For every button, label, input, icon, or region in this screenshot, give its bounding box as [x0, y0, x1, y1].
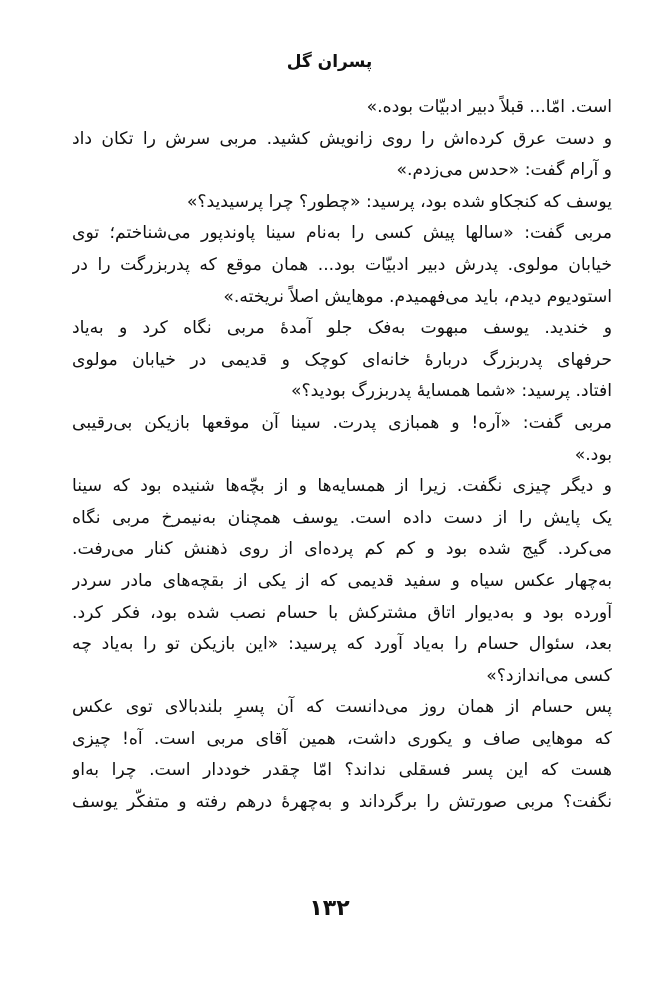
page-number: ۱۳۲ [309, 896, 350, 921]
text-line: مربی گفت: «سالها پیش کسی را به‌نام سینا پاوندپور می‌شناختم؛ توی [72, 223, 612, 244]
text-line: می‌کرد. گیج شده بود و کم کم پرده‌ای از روی ذهنش کنار می‌رفت. [72, 539, 612, 560]
text-line: آورده بود و به‌دیوار اتاق مشترکش با حسام نصب شده بود، فکر کرد. [72, 602, 612, 623]
text-line: یوسف که کنجکاو شده بود، پرسید: «چطور؟ چرا پرسیدید؟» [186, 191, 612, 212]
text-line: افتاد. پرسید: «شما همسایهٔ پدربزرگ بودید؟» [291, 381, 612, 402]
text-line: پس حسام از همان روز می‌دانست که آن پسرِ بلندبالای توی عکس [72, 697, 612, 718]
text-line: خیابان مولوی. پدرش دبیر ادبیّات بود... همان موقع که پدربزرگت را در [72, 254, 612, 275]
text-line: بود.» [574, 444, 612, 465]
text-line: و دیگر چیزی نگفت. زیرا از همسایه‌ها و از بچّه‌ها شنیده بود که سینا [72, 476, 612, 497]
text-line: و دست عرق کرده‌اش را روی زانویش کشید. مربی سرش را تکان داد [72, 128, 612, 149]
text-line: و آرام گفت: «حدس می‌زدم.» [396, 160, 612, 181]
text-line: و خندید. یوسف مبهوت به‌فک جلو آمدهٔ مربی نگاه کرد و به‌یاد [72, 318, 612, 339]
text-line: هست که این پسر فسقلی نداند؟ امّا چقدر خوددار است. چرا به‌او [72, 760, 612, 781]
text-line: کسی می‌اندازد؟» [486, 665, 612, 686]
text-line: یک پایش را از دست داده است. یوسف همچنان به‌نیمرخ مربی نگاه [72, 507, 612, 528]
text-line: نگفت؟ مربی صورتش را برگرداند و به‌چهرهٔ درهم رفته و متفکّر یوسف [72, 792, 612, 813]
running-title: پسران گل [286, 52, 373, 72]
text-line: مربی گفت: «آره! و همبازی پدرت. سینا آن موقعها بازیکن بی‌رقیبی [72, 412, 612, 433]
text-line: به‌چهار عکس سیاه و سفید قدیمی که از یکی از بقچه‌های مادر سردر [72, 570, 612, 591]
text-line: که موهایی صاف و یکوری داشت، همین آقای مربی است. آه! چیزی [72, 728, 612, 749]
page-body [72, 92, 612, 819]
text-line: است. امّا... قبلاً دبیر ادبیّات بوده.» [366, 97, 612, 117]
text-line: بعد، سئوال حسام را به‌یاد آورد که پرسید: «این بازیکن تو را به‌یاد چه [72, 634, 612, 655]
text-line: استودیوم دیدم، باید می‌فهمیدم. موهایش اصلاً نریخته.» [223, 286, 612, 307]
text-line: حرفهای پدربزرگ دربارهٔ خانه‌ای کوچک و قدیمی در خیابان مولوی [72, 349, 612, 370]
